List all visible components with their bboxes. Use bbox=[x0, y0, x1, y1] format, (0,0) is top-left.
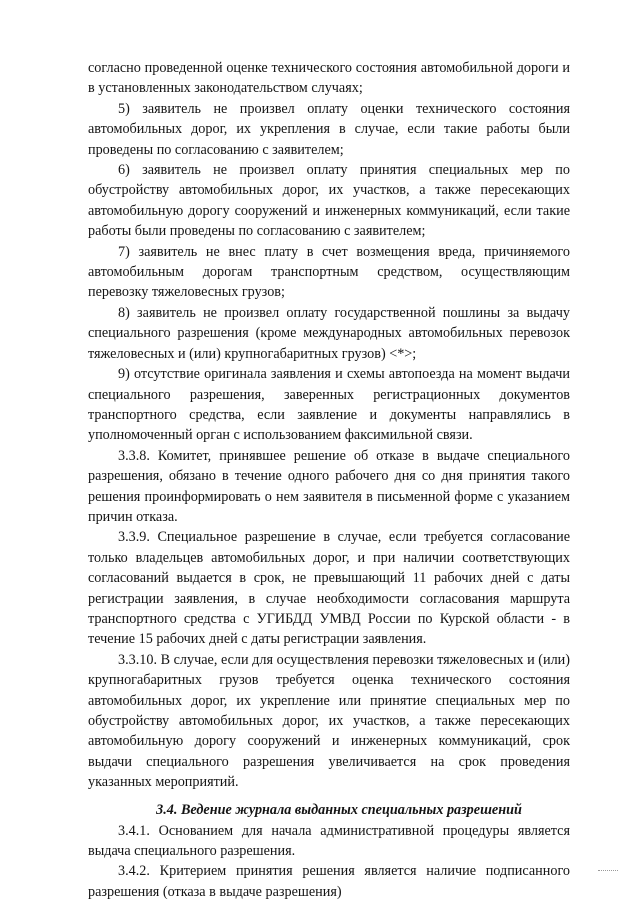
scan-margin-mark bbox=[598, 870, 618, 871]
paragraph-continuation: согласно проведенной оценке технического состояния автомобильной дороги и в установленных законодательством случаях; bbox=[88, 60, 570, 97]
paragraph-3-3-9: 3.3.9. Специальное разрешение в случае, если требуется согласование только владельцев автомобильных дорог, и при наличии соответствующих согласований выдается в срок, не превышающий 11 рабочих дней с даты регистрации заявления, в случае необходимости согласования маршрута транспортного средства с УГИБДД УМВД России по Курской области - в течение 15 рабочих дней с даты регистрации заявления. bbox=[88, 529, 570, 648]
paragraph-item-6: 6) заявитель не произвел оплату принятия специальных мер по обустройству автомобильных дорог, их участков, а также пересекающих автомобильную дорогу сооружений и инженерных коммуникаций, если такие работы были проведены по согласованию с заявителем; bbox=[88, 162, 570, 240]
paragraph-item-8: 8) заявитель не произвел оплату государственной пошлины за выдачу специального разрешения (кроме международных автомобильных перевозок тяжеловесных и (или) крупногабаритных грузов) <*>; bbox=[88, 304, 570, 362]
paragraph-3-4-2: 3.4.2. Критерием принятия решения является наличие подписанного разрешения (отказа в выдаче разрешения) bbox=[88, 863, 570, 900]
document-page bbox=[88, 58, 570, 902]
paragraph-3-4-1: 3.4.1. Основанием для начала административной процедуры является выдача специального разрешения. bbox=[88, 822, 570, 860]
paragraph-3-3-8: 3.3.8. Комитет, принявшее решение об отказе в выдаче специального разрешения, обязано в течение одного рабочего дня со дня принятия такого решения проинформировать о нем заявителя в письменной форме с указанием причин отказа. bbox=[88, 447, 570, 525]
paragraph-3-3-10: 3.3.10. В случае, если для осуществления перевозки тяжеловесных и (или) крупногабаритных грузов требуется оценка технического состояния автомобильных дорог, их укрепление или принятие специальных мер по обустройству автомобильных дорог, их участков, а также пересекающих автомобильную дорогу сооружений и инженерных коммуникаций, срок выдачи специального разрешения увеличивается на срок проведения указанных мероприятий. bbox=[88, 651, 570, 791]
paragraph-item-7: 7) заявитель не внес плату в счет возмещения вреда, причиняемого автомобильным дорогам транспортным средством, осуществляющим перевозку тяжеловесных грузов; bbox=[88, 243, 570, 301]
section-heading: 3.4. Ведение журнала выданных специальных разрешений bbox=[156, 801, 522, 818]
paragraph-item-9: 9) отсутствие оригинала заявления и схемы автопоезда на момент выдачи специального разрешения, заверенных регистрационных документов транспортного средства, если заявление и документы направлялись в уполномоченный орган с использованием факсимильной связи. bbox=[88, 366, 570, 444]
paragraph-item-5: 5) заявитель не произвел оплату оценки технического состояния автомобильных дорог, их укрепления в случае, если такие работы были проведены по согласованию с заявителем; bbox=[88, 100, 570, 158]
